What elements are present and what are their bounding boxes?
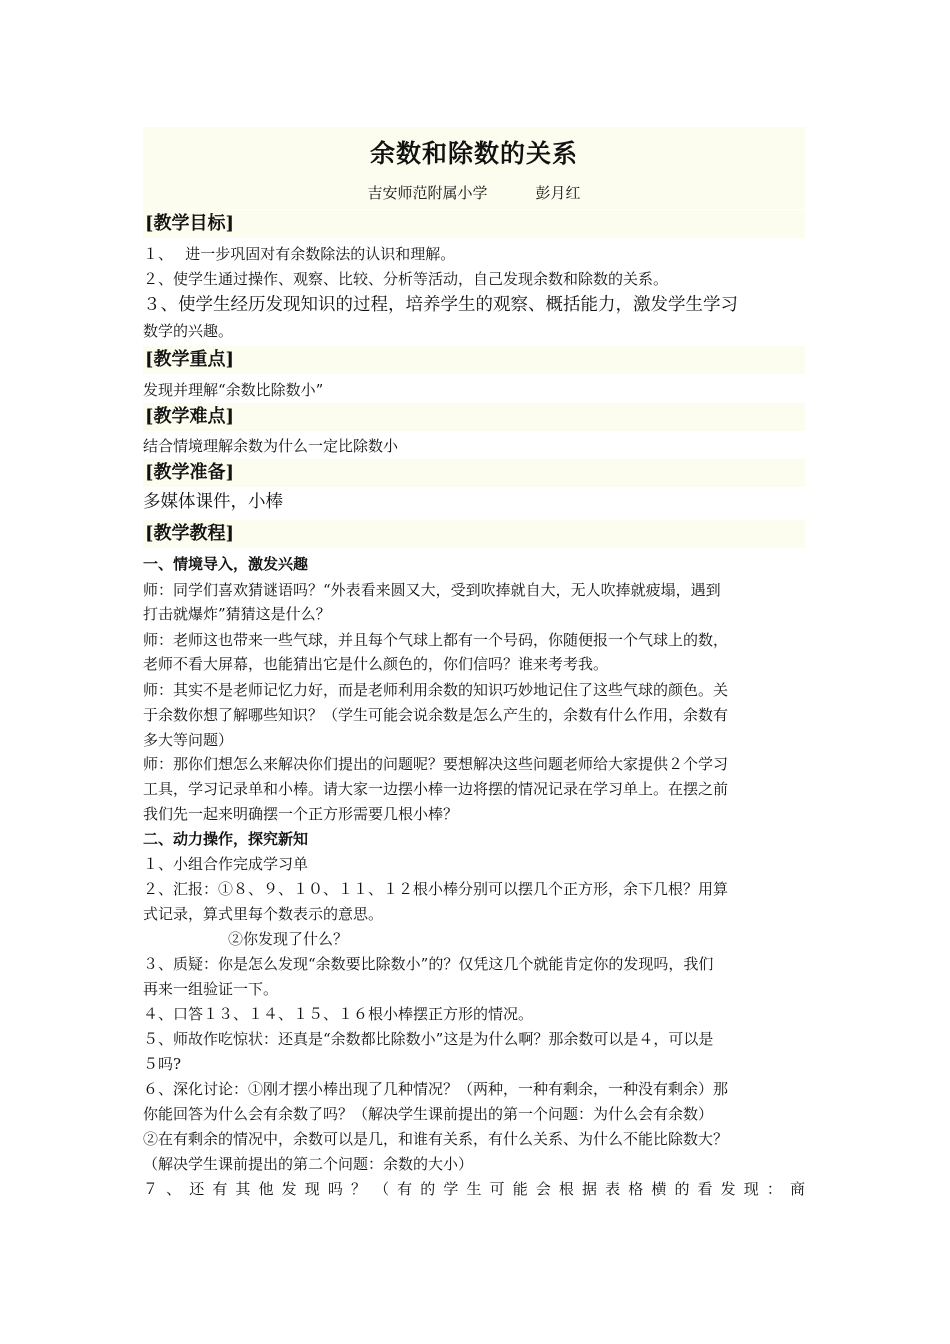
author-school: 吉安师范附属小学 (367, 184, 488, 202)
difficulty-text: 结合情境理解余数为什么一定比除数小 (143, 437, 399, 455)
paragraph-line: 工具，学习记录单和小棒。请大家一边摆小棒一边将摆的情况记录在学习单上。在摆之前 (143, 780, 729, 798)
key-heading: [教学重点] (143, 346, 805, 374)
key-text: 发现并理解“余数比除数小” (143, 381, 324, 399)
paragraph-line: 多大等问题） (143, 731, 234, 749)
part2-title: 二、动力操作，探究新知 (143, 830, 309, 848)
part1-title: 一、情境导入，激发兴趣 (143, 555, 309, 573)
prep-text: 多媒体课件，小棒 (143, 492, 283, 512)
author-line (143, 180, 805, 206)
goal-item: ２、使学生通过操作、观察、比较、分析等活动，自己发现余数和除数的关系。 (143, 270, 669, 288)
step-line: ７、还有其他发现吗？（有的学生可能会根据表格横的看发现：商 (143, 1180, 805, 1198)
paragraph-line: 师：同学们喜欢猜谜语吗？“外表看来圆又大，受到吹捧就自大，无人吹捧就疲塌，遇到 (143, 581, 721, 599)
step-line: 式记录，算式里每个数表示的意思。 (143, 905, 384, 923)
paragraph-line: 师：老师这也带来一些气球，并且每个气球上都有一个号码，你随便报一个气球上的数， (143, 631, 729, 649)
paragraph-line: 师：那你们想怎么来解决你们提出的问题呢？要想解决这些问题老师给大家提供２个学习 (143, 755, 729, 773)
step-line: ②你发现了什么？ (228, 930, 349, 948)
step-line: ６、深化讨论：①刚才摆小棒出现了几种情况？（两种，一种有剩余，一种没有剩余）那 (143, 1080, 729, 1098)
step-line: ２、汇报：①８、９、１０、１１、１２根小棒分别可以摆几个正方形，余下几根？用算 (143, 880, 729, 898)
step-line: （解决学生课前提出的第二个问题：余数的大小） (143, 1155, 474, 1173)
step-line: ４、口答１３、１４、１５、１６根小棒摆正方形的情况。 (143, 1005, 534, 1023)
step-line: 你能回答为什么会有余数了吗？（解决学生课前提出的第一个问题：为什么会有余数） (143, 1105, 714, 1123)
prep-heading: [教学准备] (143, 459, 805, 487)
goal-item: １、 进一步巩固对有余数除法的认识和理解。 (143, 245, 456, 263)
document-title: 余数和除数的关系 (369, 139, 578, 168)
step-line: ５吗? (143, 1055, 182, 1073)
step-line: ②在有剩余的情况中，余数可以是几，和谁有关系，有什么关系、为什么不能比除数大？ (143, 1130, 729, 1148)
difficulty-heading: [教学难点] (143, 403, 805, 431)
process-heading: [教学教程] (143, 520, 805, 548)
paragraph-line: 打击就爆炸”猜猜这是什么？ (143, 605, 331, 623)
paragraph-line: 老师不看大屏幕，也能猜出它是什么颜色的，你们信吗？谁来考考我。 (143, 655, 609, 673)
step-line: ５、师故作吃惊状：还真是“余数都比除数小”这是为什么啊？那余数可以是４，可以是 (143, 1030, 714, 1048)
goal-item: ３、使学生经历发现知识的过程，培养学生的观察、概括能力，激发学生学习 (143, 295, 738, 315)
step-line: ３、质疑：你是怎么发现“余数要比除数小”的？仅凭这几个就能肯定你的发现吗，我们 (143, 955, 714, 973)
step-line: 再来一组验证一下。 (143, 980, 279, 998)
paragraph-line: 我们先一起来明确摆一个正方形需要几根小棒？ (143, 805, 459, 823)
goal-item: 数学的兴趣。 (143, 322, 234, 340)
step-line: １、小组合作完成学习单 (143, 855, 309, 873)
paragraph-line: 师：其实不是老师记忆力好，而是老师利用余数的知识巧妙地记住了这些气球的颜色。关 (143, 681, 729, 699)
author-name: 彭月红 (535, 184, 581, 202)
paragraph-line: 于余数你想了解哪些知识？（学生可能会说余数是怎么产生的，余数有什么作用，余数有 (143, 706, 729, 724)
goals-heading: [教学目标] (143, 210, 805, 238)
